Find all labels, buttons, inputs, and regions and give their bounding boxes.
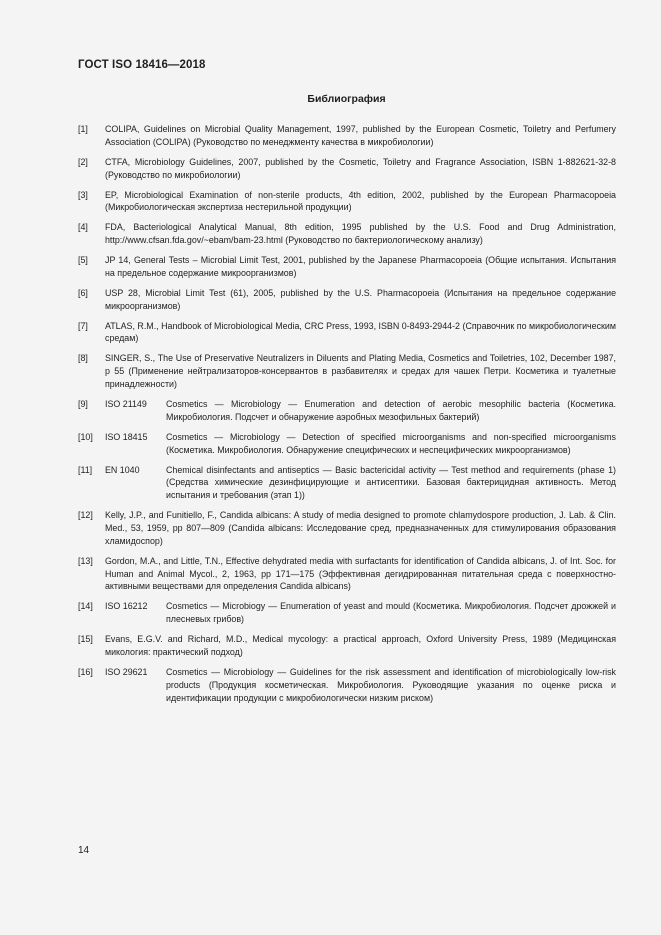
- entry-number: [16]: [78, 666, 93, 677]
- entry-number: [3]: [78, 189, 88, 200]
- entry-text: Cosmetics — Microbiology — Enumeration and detection of aerobic mesophilic bacteria (Косметика. Микробиология. Подсчет и обнаружение аэробных мезофильных бактерий): [166, 399, 616, 422]
- entry-number: [5]: [78, 255, 88, 266]
- entry-text: Kelly, J.P., and Funitiello, F., Candida albicans: A study of media designed to promote chlamydospore production, J. Lab. & Clin. Med., 53, 1959, pp 807—809 (Candida albicans: Исследование сред, предназначенных для стимулирования образования хламидоспор): [105, 510, 616, 546]
- bibliography-entry: [78, 287, 616, 313]
- bibliography-entry: [78, 320, 616, 346]
- entry-number: [15]: [78, 634, 93, 645]
- entry-number: [6]: [78, 287, 88, 298]
- standard-code: ISO 16212: [105, 601, 148, 612]
- entry-text: USP 28, Microbial Limit Test (61), 2005, published by the U.S. Pharmacopoeia (Испытания на предельное содержание микроорганизмов): [105, 287, 616, 311]
- bibliography-entry: [78, 464, 616, 502]
- entry-number: [10]: [78, 431, 93, 442]
- entry-number: [12]: [78, 510, 93, 521]
- standard-code: ISO 21149: [105, 399, 147, 410]
- entry-text: Cosmetics — Microbiogy — Enumeration of yeast and mould (Косметика. Микробиология. Подсчет дрожжей и плесневых грибов): [166, 601, 616, 625]
- entry-text: EP, Microbiological Examination of non-sterile products, 4th edition, 2002, published by the European Pharmacopoeia (Микробиологическая экспертиза нестерильной продукции): [105, 189, 616, 213]
- entry-number: [4]: [78, 222, 88, 233]
- entry-text: FDA, Bacteriological Analytical Manual, 8th edition, 1995 published by the U.S. Food and Drug Administration, http://www.cfsan.fda.gov/~ebam/bam-23.html (Руководство по бактериологическому анализу): [105, 222, 616, 246]
- bibliography-entry: [78, 156, 616, 182]
- entry-number: [7]: [78, 320, 88, 331]
- bibliography-entry: [78, 352, 616, 390]
- bibliography-entry: [78, 555, 616, 593]
- entry-number: [11]: [78, 464, 93, 475]
- entry-text: CTFA, Microbiology Guidelines, 2007, published by the Cosmetic, Toiletry and Fragrance Association, ISBN 1-882621-32-8 (Руководство по микробиологии): [105, 156, 616, 180]
- bibliography-entry: [78, 431, 616, 457]
- bibliography-entry: [78, 666, 616, 704]
- standard-code: EN 1040: [105, 464, 140, 475]
- bibliography-entry: [78, 600, 616, 626]
- entry-text: Gordon, M.A., and Little, T.N., Effective dehydrated media with surfactants for identification of Candida albicans, J. of Int. Soc. for Human and Animal Mycol., 2, 1963, pp 171—175 (Эффективная дегидрированная питательная среда с поверхностно-активными веществами для определения Candida albicans): [105, 555, 616, 592]
- standard-code: ISO 29621: [105, 666, 148, 677]
- entry-number: [1]: [78, 124, 88, 134]
- entry-number: [13]: [78, 555, 93, 566]
- entry-number: [14]: [78, 601, 93, 612]
- entry-number: [8]: [78, 353, 88, 364]
- entry-number: [2]: [78, 156, 88, 167]
- standard-code: ISO 18415: [105, 431, 148, 442]
- entry-text: Evans, E.G.V. and Richard, M.D., Medical mycology: a practical approach, Oxford University Press, 1989 (Медицинская микология: практический подход): [105, 634, 616, 657]
- entry-text: COLIPA, Guidelines on Microbial Quality Management, 1997, published by the European Cosmetic, Toiletry and Perfumery Association (COLIPA) (Руководство по менеджменту качества в микробиологии): [105, 124, 616, 147]
- entry-text: Cosmetics — Microbiology — Guidelines for the risk assessment and identification of microbiologically low-risk products (Продукция косметическая. Микробиология. Руководящие указания по оценке риска и идентификации продукции с микробиологически низким риском): [166, 666, 616, 703]
- entry-text: ATLAS, R.M., Handbook of Microbiological Media, CRC Press, 1993, ISBN 0-8493-2944-2 (Справочник по микробиологическим средам): [105, 320, 616, 344]
- entry-text: Cosmetics — Microbiology — Detection of specified microorganisms and non-specified microorganisms (Косметика. Микробиология. Обнаружение специфических и неспецифических микроорганизмов): [166, 431, 616, 455]
- page-number: 14: [78, 845, 90, 856]
- bibliography-entry: [78, 254, 616, 280]
- bibliography-list: [78, 123, 616, 711]
- section-title: Библиография: [307, 93, 386, 105]
- entry-text: Chemical disinfectants and antiseptics — Basic bactericidal activity — Test method and requirements (phase 1) (Средства химические дезинфицирующие и антисептики. Базовая бактерицидная активность. Метод испытания и требования (этап 1)): [166, 464, 616, 501]
- bibliography-entry: [78, 221, 616, 247]
- bibliography-entry: [78, 398, 616, 424]
- entry-number: [9]: [78, 399, 88, 410]
- entry-text: SINGER, S., The Use of Preservative Neutralizers in Diluents and Plating Media, Cosmetics and Toiletries, 102, December 1987, p 55 (Применение нейтрализаторов-консервантов в разбавителях и средах для чашек Петри. Косметика и туалетные принадлежности): [105, 353, 616, 390]
- document-header: ГОСТ ISO 18416—2018: [78, 59, 206, 71]
- bibliography-entry: [78, 633, 616, 659]
- bibliography-entry: [78, 509, 616, 547]
- bibliography-entry: [78, 123, 616, 149]
- bibliography-entry: [78, 189, 616, 215]
- entry-text: JP 14, General Tests – Microbial Limit Test, 2001, published by the Japanese Pharmacopoeia (Общие испытания. Испытания на предельное содержание микроорганизмов): [105, 255, 616, 278]
